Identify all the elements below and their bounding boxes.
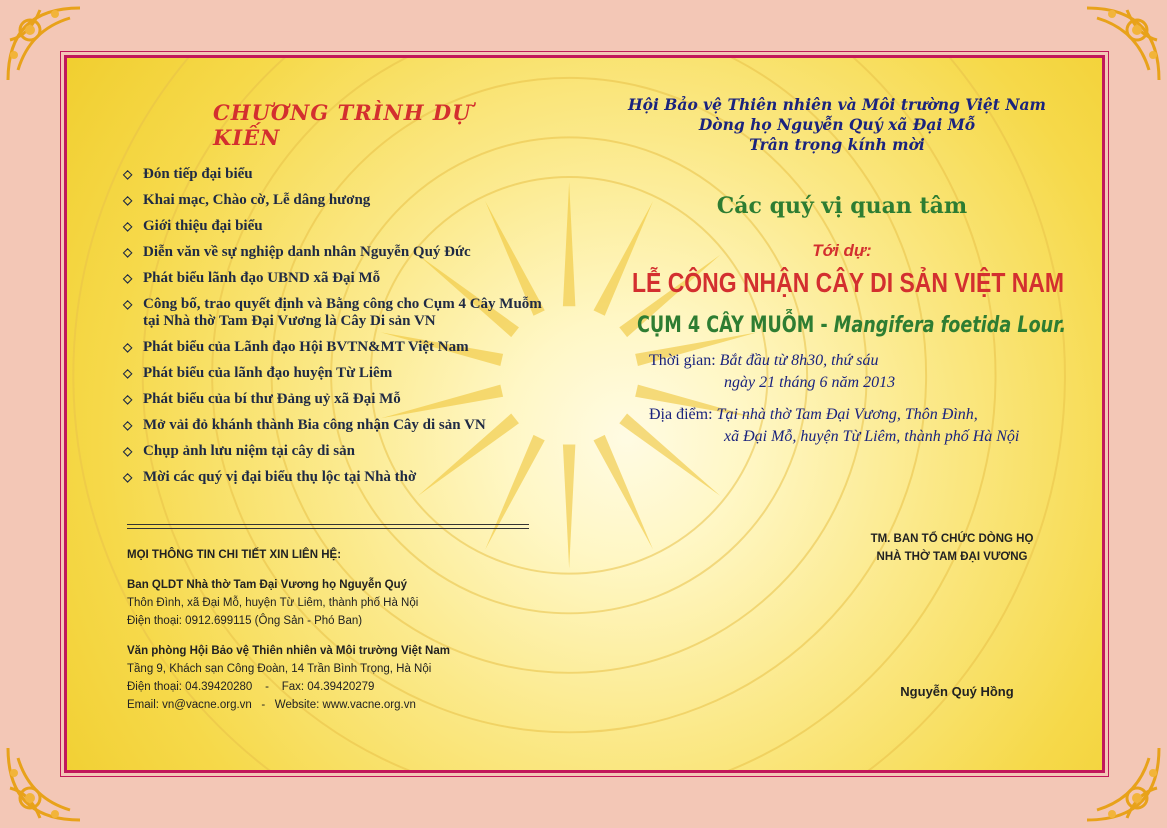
time-value-2: ngày 21 tháng 6 năm 2013 [724,374,896,391]
program-item-text: Diễn văn về sự nghiệp danh nhân Nguyễn Quý Đức [143,244,471,260]
program-item-text: Giới thiệu đại biểu [143,218,263,234]
diamond-bullet-icon: ◇ [123,340,133,354]
inviter-line-2: Dòng họ Nguyễn Quý xã Đại Mỗ [698,115,976,134]
place-value: Tại nhà thờ Tam Đại Vương, Thôn Đình, [716,406,978,423]
program-item-text: Khai mạc, Chào cờ, Lễ dâng hương [143,192,371,208]
event-place [649,404,1087,448]
diamond-bullet-icon: ◇ [123,245,133,259]
diamond-bullet-icon: ◇ [123,366,133,380]
program-item [123,244,543,261]
event-time [649,350,1087,394]
organizer-line-2: NHÀ THỜ TAM ĐẠI VƯƠNG [876,551,1028,563]
program-item [123,270,543,287]
star-ray [563,444,575,568]
program-list [123,166,543,486]
program-item [123,469,543,486]
diamond-bullet-icon: ◇ [123,470,133,484]
signer-name: Nguyễn Quý Hồng [900,684,1014,699]
program-item [123,296,543,330]
attend-label: Tới dự: [812,241,872,260]
inviter-line-1: Hội Bảo vệ Thiên nhiên và Môi trường Việt Nam [628,95,1046,114]
inviter-line-3: Trân trọng kính mời [749,135,925,154]
program-title: CHƯƠNG TRÌNH DỰ KIẾN [213,100,472,150]
event-subtitle-scientific: Mangifera foetida Lour. [833,313,1067,338]
organizer-signature [847,530,1057,566]
program-item-text: Chụp ảnh lưu niệm tại cây di sản [143,443,355,459]
program-item [123,218,543,235]
diamond-bullet-icon: ◇ [123,193,133,207]
org2-name: Văn phòng Hội Bảo vệ Thiên nhiên và Môi trường Việt Nam [127,645,450,657]
contact-section [127,549,547,717]
org2-phone: Điện thoại: 04.39420280 - Fax: 04.39420279 [127,681,375,693]
program-item [123,339,543,356]
event-title: LỄ CÔNG NHẬN CÂY DI SẢN VIỆT NAM [632,267,1065,298]
program-item-text: Mở vải đỏ khánh thành Bia công nhận Cây di sản VN [143,417,486,433]
program-item [123,417,543,434]
diamond-bullet-icon: ◇ [123,418,133,432]
diamond-bullet-icon: ◇ [123,167,133,181]
diamond-bullet-icon: ◇ [123,392,133,406]
program-item [123,166,543,183]
event-subtitle [637,313,1067,338]
place-value-2: xã Đại Mỗ, huyện Từ Liêm, thành phố Hà Nội [724,428,1020,445]
time-label: Thời gian: [649,352,716,369]
org2-email: Email: vn@vacne.org.vn - Website: www.vacne.org.vn [127,699,416,711]
program-item-text: Phát biểu của bí thư Đảng uỷ xã Đại Mỗ [143,391,401,407]
program-item-text: Phát biểu của lãnh đạo huyện Từ Liêm [143,365,393,381]
program-section [123,100,543,495]
star-ray [563,182,575,306]
invitation-panel [64,55,1105,773]
contact-heading: MỌI THÔNG TIN CHI TIẾT XIN LIÊN HỆ: [127,549,342,561]
star-ray [594,435,654,550]
org2-address: Tầng 9, Khách sạn Công Đoàn, 14 Trần Bình Trọng, Hà Nội [127,663,432,675]
diamond-bullet-icon: ◇ [123,271,133,285]
program-item [123,391,543,408]
program-item-text: Phát biểu của Lãnh đạo Hội BVTN&MT Việt Nam [143,339,469,355]
program-item [123,443,543,460]
organizer-line-1: TM. BAN TỔ CHỨC DÒNG HỌ [870,533,1034,545]
org1-phone: Điện thoại: 0912.699115 (Ông Sản - Phó Ban) [127,615,363,627]
program-item-text: Phát biểu lãnh đạo UBND xã Đại Mỗ [143,270,381,286]
program-item-text: Mời các quý vị đại biểu thụ lộc tại Nhà thờ [143,469,417,485]
org1-name: Ban QLDT Nhà thờ Tam Đại Vương họ Nguyễn Quý [127,579,408,591]
program-item [123,192,543,209]
invitation-section [587,95,1087,448]
divider [127,524,529,532]
org1-address: Thôn Đình, xã Đại Mỗ, huyện Từ Liêm, thành phố Hà Nội [127,597,419,609]
program-item-text: Công bố, trao quyết định và Bằng công cho Cụm 4 Cây Muỗm tại Nhà thờ Tam Đại Vương là Cây Di sản VN [143,296,542,329]
diamond-bullet-icon: ◇ [123,444,133,458]
program-item-text: Đón tiếp đại biểu [143,166,253,182]
time-value: Bắt đầu từ 8h30, thứ sáu [719,352,879,369]
diamond-bullet-icon: ◇ [123,219,133,233]
event-subtitle-main: CỤM 4 CÂY MUỖM - [637,313,834,338]
program-item [123,365,543,382]
diamond-bullet-icon: ◇ [123,297,133,311]
place-label: Địa điểm: [649,406,713,423]
guests-line: Các quý vị quan tâm [716,193,968,219]
